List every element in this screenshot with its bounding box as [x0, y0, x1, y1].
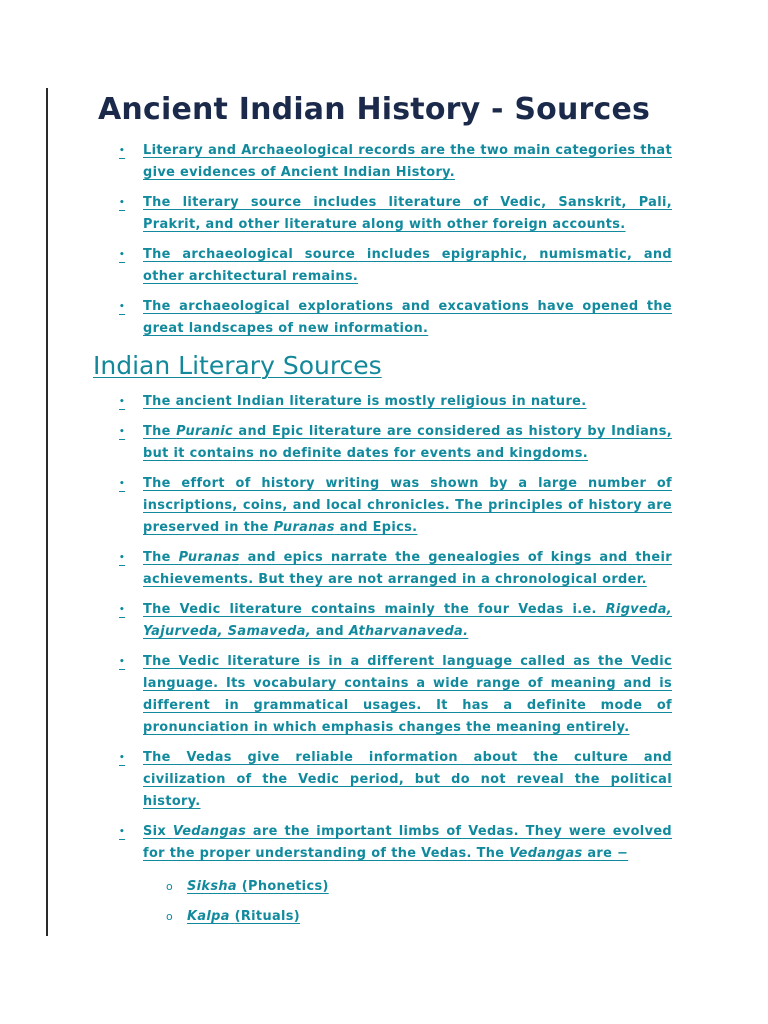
list-item	[0, 473, 672, 539]
bullet-icon: •	[119, 198, 126, 208]
list-item-text-after: and	[311, 624, 349, 639]
list-item-text-after: and Epics.	[334, 520, 418, 535]
section-heading: Indian Literary Sources	[93, 351, 382, 380]
list-item-emphasis: Puranic	[176, 424, 234, 439]
list-item-text: The archaeological source includes epigraphic, numismatic, and other architectural remains.	[143, 247, 672, 284]
bullet-icon: •	[119, 753, 126, 763]
list-item	[0, 421, 672, 465]
vedanga-name: Kalpa	[187, 909, 230, 924]
vedanga-item	[0, 906, 329, 928]
vedangas-list	[0, 876, 329, 936]
list-item-text-before: The Vedic literature contains mainly the four Vedas i.e.	[143, 602, 606, 617]
vedanga-item	[0, 876, 329, 898]
list-item	[0, 821, 672, 865]
page-title: Ancient Indian History - Sources	[98, 92, 651, 127]
list-item-text-before: The	[143, 424, 177, 439]
list-item-emphasis: Vedangas	[509, 846, 583, 861]
bullet-icon: •	[119, 827, 126, 837]
list-item-text: The ancient Indian literature is mostly religious in nature.	[143, 394, 587, 409]
list-item-text-before: The effort of history writing was shown by a large number of inscriptions, coins, and local chronicles. The principles of history are preserved in the	[143, 476, 672, 535]
list-item-text-after: are −	[582, 846, 629, 861]
list-item-text-before: Six	[143, 824, 173, 839]
list-item-text: The literary source includes literature of Vedic, Sanskrit, Pali, Prakrit, and other literature along with other foreign accounts.	[143, 195, 672, 232]
list-item	[0, 651, 672, 739]
bullet-icon: •	[119, 250, 126, 260]
list-item-text: The Vedic literature is in a different language called as the Vedic language. Its vocabulary contains a wide range of meaning and is different in grammatical usages. It has a definite mode of pronunciation in which emphasis changes the meaning entirely.	[143, 654, 672, 735]
bullet-icon: •	[119, 427, 126, 437]
list-item-text-after: and Epic literature are considered as history by Indians, but it contains no definite dates for events and kingdoms.	[143, 424, 672, 461]
bullet-icon: •	[119, 146, 126, 156]
list-item	[0, 391, 672, 413]
bullet-icon: •	[119, 479, 126, 489]
list-item-emphasis: Atharvanaveda.	[348, 624, 469, 639]
list-item-emphasis: Vedangas	[172, 824, 247, 839]
list-item	[0, 140, 672, 184]
circle-bullet-icon: o	[166, 880, 174, 893]
intro-list	[0, 140, 672, 348]
list-item	[0, 244, 672, 288]
bullet-icon: •	[119, 605, 126, 615]
vedanga-name: Siksha	[187, 879, 237, 894]
vedanga-meaning: (Rituals)	[234, 909, 301, 924]
list-item-emphasis: Puranas	[273, 520, 335, 535]
list-item-text: The Vedas give reliable information about the culture and civilization of the Vedic period, but do not reveal the political history.	[143, 750, 672, 809]
bullet-icon: •	[119, 397, 126, 407]
list-item-text-after: are the important limbs of Vedas. They were evolved for the proper understanding of the Vedas. The	[143, 824, 673, 861]
list-item-text: Literary and Archaeological records are the two main categories that give evidences of Ancient Indian History.	[143, 143, 672, 180]
list-item	[0, 599, 672, 643]
list-item-emphasis: Rigveda, Yajurveda, Samaveda,	[143, 602, 672, 639]
list-item	[0, 296, 672, 340]
bullet-icon: •	[119, 302, 126, 312]
literary-sources-list	[0, 391, 672, 873]
list-item	[0, 547, 672, 591]
circle-bullet-icon: o	[166, 910, 174, 923]
list-item-text-after: and epics narrate the genealogies of kings and their achievements. But they are not arranged in a chronological order.	[143, 550, 672, 587]
list-item	[0, 747, 672, 813]
list-item-text: The archaeological explorations and excavations have opened the great landscapes of new information.	[143, 299, 672, 336]
bullet-icon: •	[119, 657, 126, 667]
bullet-icon: •	[119, 553, 126, 563]
list-item-text-before: The	[143, 550, 179, 565]
list-item-emphasis: Puranas	[178, 550, 240, 565]
list-item	[0, 192, 672, 236]
vedanga-meaning: (Phonetics)	[241, 879, 329, 894]
